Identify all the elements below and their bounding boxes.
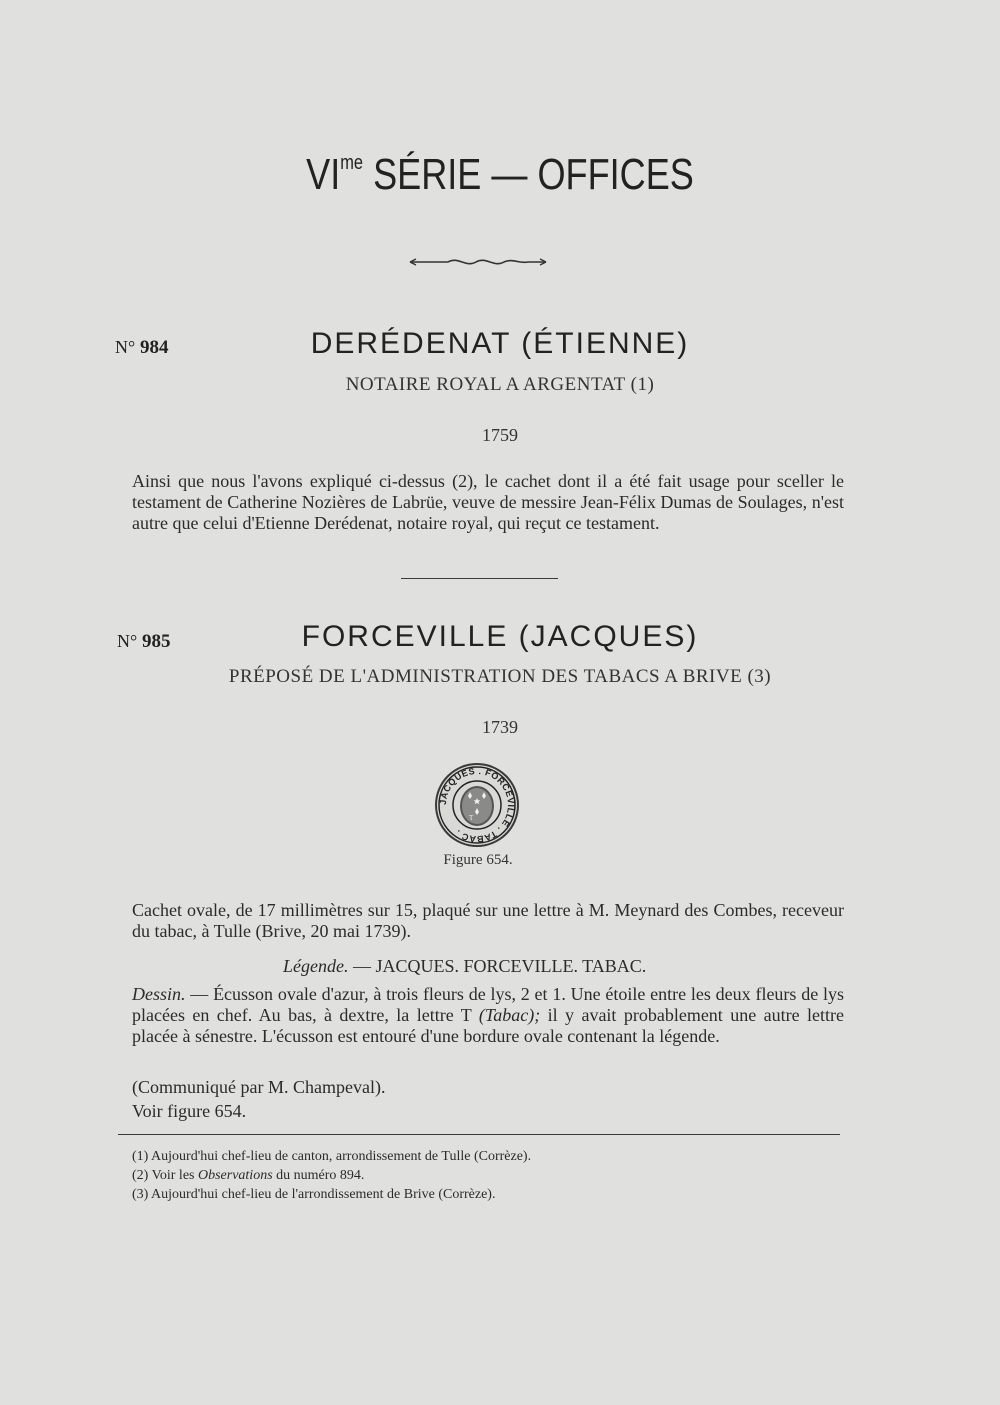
entry-year-985: 1739 xyxy=(482,717,518,737)
entry-number-prefix: N° xyxy=(117,631,138,651)
footnote-2 xyxy=(132,1166,531,1185)
design-text-2: il y avait probablement une autre lettre placée à sénestre. L'écusson est entouré d'une bordure ovale contenant la légende. xyxy=(132,1005,844,1046)
series-title-sup: me xyxy=(340,152,364,174)
ornament-divider xyxy=(408,252,548,272)
seal-image xyxy=(434,762,520,848)
seal-legend: JACQUES . FORCEVILLE . TABAC . xyxy=(437,765,517,845)
entry-number-value: 984 xyxy=(139,337,169,358)
series-title-prefix: VI xyxy=(306,150,341,199)
entry-text-984: Ainsi que nous l'avons expliqué ci-dessus (2), le cachet dont il a été fait usage pour sceller le testament de Catherine Nozières de Labrüe, veuve de messire Jean-Félix Dumas de Soulages, n'est autre que celui d'Etienne Derédenat, notaire royal, qui reçut ce testament. xyxy=(132,471,844,533)
entry-name-985: FORCEVILLE (JACQUES) xyxy=(301,620,699,653)
series-title xyxy=(90,150,910,200)
legend-line xyxy=(283,956,646,977)
footnote-2-italic: Observations xyxy=(197,1168,273,1183)
section-divider xyxy=(401,578,558,579)
seal-description: Cachet ovale, de 17 millimètres sur 15, plaqué sur une lettre à M. Meynard des Combes, receveur du tabac, à Tulle (Brive, 20 mai 1739). xyxy=(132,900,844,941)
footnotes xyxy=(132,1147,531,1204)
footnote-3: (3) Aujourd'hui chef-lieu de l'arrondissement de Brive (Corrèze). xyxy=(132,1187,496,1202)
entry-subtitle-984: NOTAIRE ROYAL A ARGENTAT (1) xyxy=(345,374,655,395)
entry-number-prefix: N° xyxy=(115,337,136,357)
series-title-rest: SÉRIE — OFFICES xyxy=(363,150,694,199)
entry-year-984: 1759 xyxy=(482,425,518,445)
figure-caption: Figure 654. xyxy=(443,852,513,868)
footnote-2-pre: (2) Voir les xyxy=(132,1168,198,1183)
communicated-line: (Communiqué par M. Champeval). xyxy=(132,1077,386,1097)
design-paragraph xyxy=(132,984,844,1047)
legend-label: Légende. xyxy=(283,956,349,976)
legend-text: — JACQUES. FORCEVILLE. TABAC. xyxy=(348,956,647,976)
design-text-1: — Écusson ovale d'azur, à trois fleurs de lys, 2 et 1. Une étoile entre les deux fleurs de lys placées en chef. Au bas, à dextre, la lettre T xyxy=(132,984,844,1025)
entry-number-value: 985 xyxy=(141,631,171,652)
entry-subtitle-985: PRÉPOSÉ DE L'ADMINISTRATION DES TABACS A BRIVE (3) xyxy=(228,666,772,687)
svg-text:T: T xyxy=(469,814,474,822)
footnote-2-post: du numéro 894. xyxy=(272,1168,365,1183)
design-label: Dessin. xyxy=(132,984,186,1004)
footnote-rule xyxy=(118,1134,840,1135)
see-figure-line: Voir figure 654. xyxy=(132,1101,247,1121)
footnote-1: (1) Aujourd'hui chef-lieu de canton, arrondissement de Tulle (Corrèze). xyxy=(132,1149,532,1164)
entry-name-984: DERÉDENAT (ÉTIENNE) xyxy=(310,327,690,360)
design-tabac: (Tabac); xyxy=(478,1005,541,1025)
